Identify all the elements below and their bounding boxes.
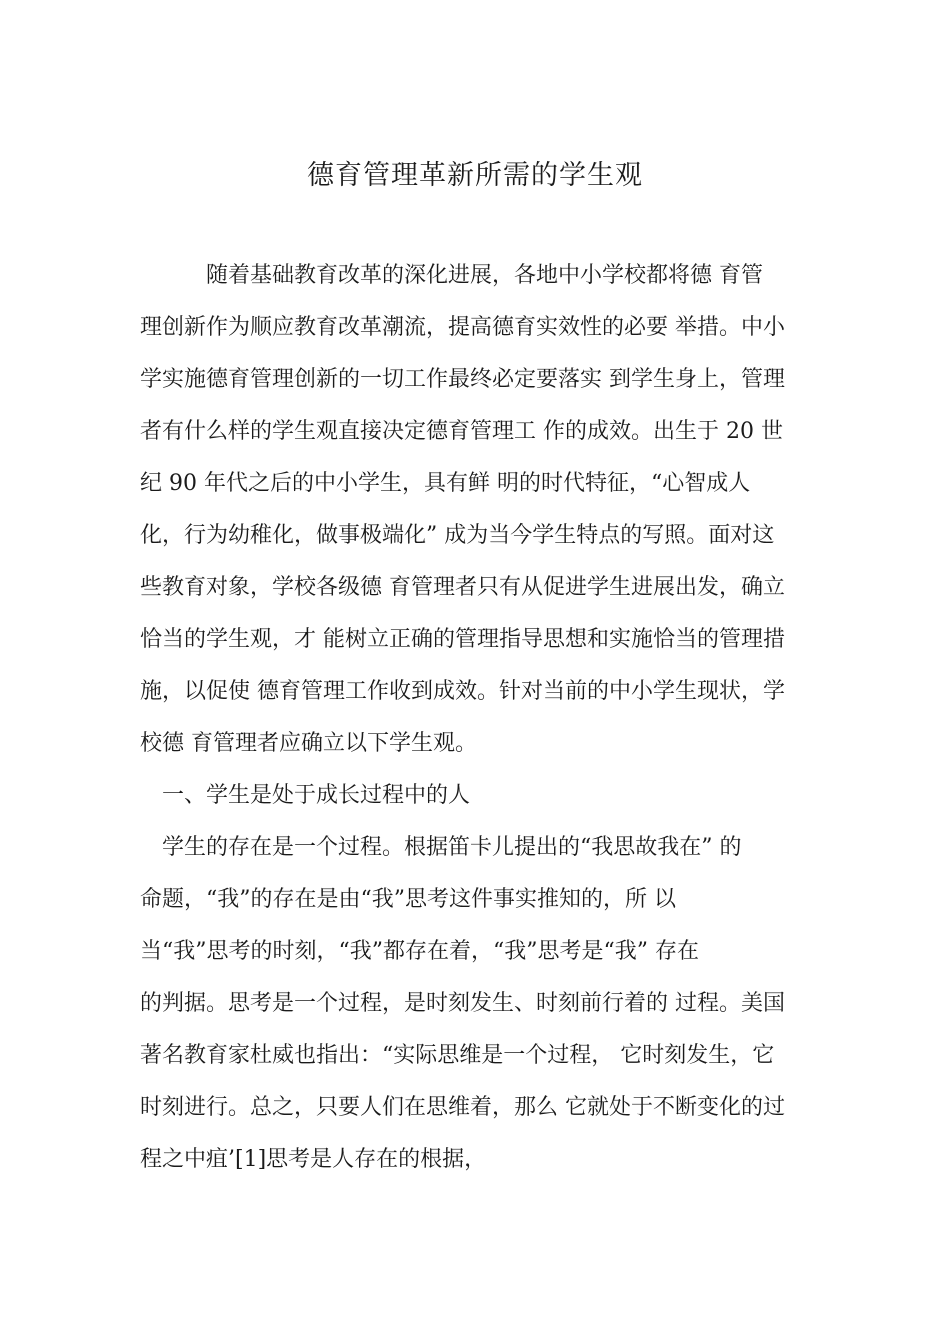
body-line-2: 理创新作为顺应教育改革潮流，提高德育实效性的必要 举措。中小	[140, 315, 785, 340]
body-line-8: 恰当的学生观，才 能树立正确的管理指导思想和实施恰当的管理措	[140, 627, 785, 652]
body-line-16: 著名教育家杜威也指出：“实际思维是一个过程， 它时刻发生，它	[140, 1043, 775, 1068]
section-heading: 一、学生是处于成长过程中的人	[140, 783, 471, 808]
body-line-10: 校德 育管理者应确立以下学生观。	[140, 731, 477, 756]
body-line-15: 的判据。思考是一个过程，是时刻发生、时刻前行着的 过程。美国	[140, 991, 785, 1016]
body-line-18: 程之中疽’[1]思考是人存在的根据，	[140, 1147, 487, 1172]
body-line-9: 施，以促使 德育管理工作收到成效。针对当前的中小学生现状，学	[140, 679, 785, 704]
body-line-5: 纪 90 年代之后的中小学生，具有鲜 明的时代特征，“心智成人	[140, 471, 751, 496]
body-line-13: 命题，“我”的存在是由“我”思考这件事实推知的，所 以	[140, 887, 676, 912]
body-line-14: 当“我”思考的时刻，“我”都存在着，“我”思考是“我” 存在	[140, 939, 699, 964]
body-line-6: 化，行为幼稚化，做事极端化” 成为当今学生特点的写照。面对这	[140, 523, 775, 548]
body-line-4: 者有什么样的学生观直接决定德育管理工 作的成效。出生于 20 世	[140, 419, 783, 444]
page-title: 德育管理革新所需的学生观	[307, 160, 643, 191]
body-line-1: 随着基础教育改革的深化进展，各地中小学校都将德 育管	[140, 263, 763, 288]
body-line-7: 些教育对象，学校各级德 育管理者只有从促进学生进展出发，确立	[140, 575, 785, 600]
body-line-3: 学实施德育管理创新的一切工作最终必定要落实 到学生身上，管理	[140, 367, 785, 392]
body-line-12: 学生的存在是一个过程。根据笛卡儿提出的“我思故我在” 的	[140, 835, 742, 860]
body-line-17: 时刻进行。总之，只要人们在思维着，那么 它就处于不断变化的过	[140, 1095, 785, 1120]
